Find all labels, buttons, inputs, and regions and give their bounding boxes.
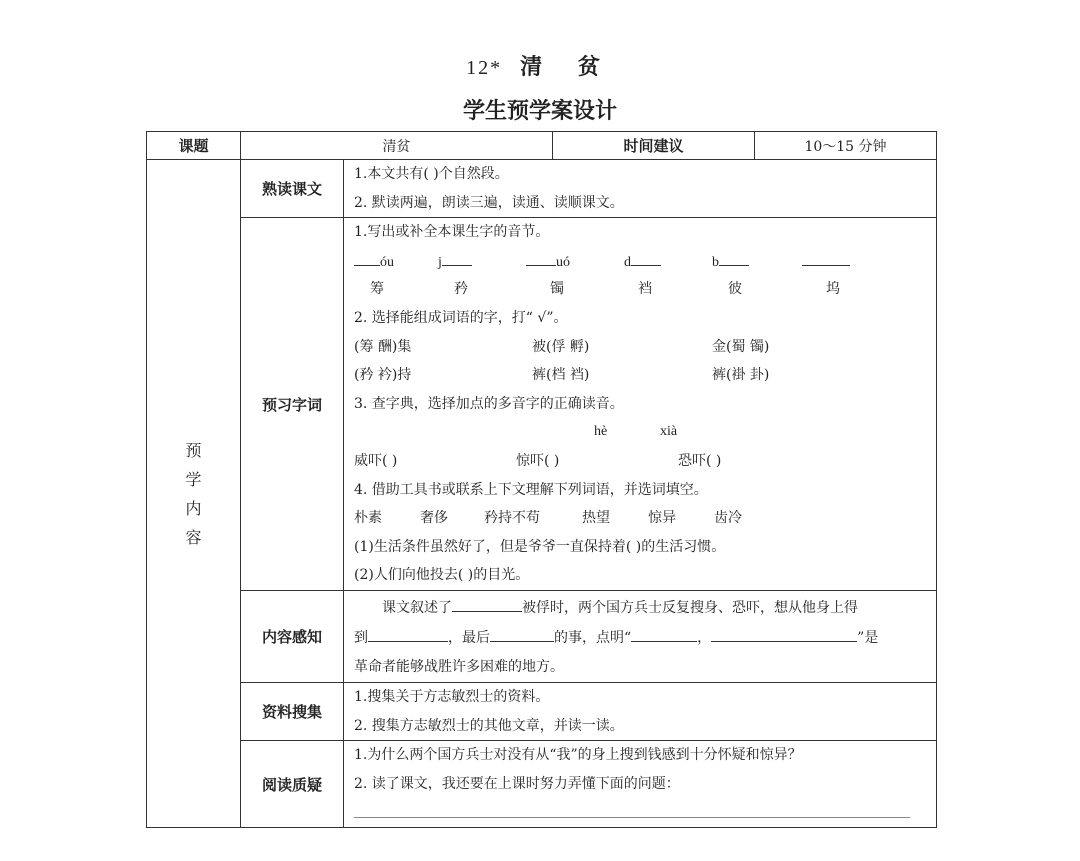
yuxi-q4: 4. 借助工具书或联系上下文理解下列词语，并选词填空。 [354, 481, 708, 498]
q2-row-1: (筹 酬)集 被(俘 孵) 金(蜀 镯) [354, 338, 770, 355]
q2-row-2: (矜 衿)持 裤(档 裆) 裤(褂 卦) [354, 367, 770, 384]
shudu-line-2: 2. 默读两遍，朗读三遍，读通、读顺课文。 [354, 194, 624, 211]
q4-word-list: 朴素 奢侈 矜持不苟 热望 惊异 齿冷 [354, 510, 742, 527]
lesson-title [0, 50, 1080, 81]
row-yuxi [147, 218, 937, 591]
section-content-yuxi [344, 218, 937, 591]
char-row: 筹 矜 镯 裆 彼 坞 [370, 281, 840, 298]
header-row [147, 132, 937, 160]
row-yuedu [147, 741, 937, 828]
section-label-yuxi: 预习字词 [241, 218, 344, 591]
row-shudu [147, 160, 937, 218]
yuxi-q2: 2. 选择能组成词语的字，打“ √”。 [354, 309, 568, 326]
pinyin-row: óu j uó d b [354, 247, 936, 276]
yuxi-q1: 1.写出或补全本课生字的音节。 [354, 224, 550, 241]
row-ziliao [147, 682, 937, 740]
yuedu-line-1: 1.为什么两个国方兵士对没有从“我”的身上搜到钱感到十分怀疑和惊异？ [354, 747, 802, 764]
q3-row: 威吓( ) 惊吓( ) 恐吓( ) [354, 452, 722, 469]
q4-sentence-1: (1)生活条件虽然好了，但是爷爷一直保持着( )的生活习惯。 [354, 538, 726, 555]
topic-value: 清贫 [241, 132, 553, 160]
answer-line [354, 817, 910, 818]
topic-label: 课题 [147, 132, 241, 160]
lesson-name: 清 贫 [520, 55, 614, 80]
preview-table [146, 131, 937, 828]
q4-sentence-2: (2)人们向他投去( )的目光。 [354, 567, 530, 584]
shudu-line-1: 1.本文共有( )个自然段。 [354, 166, 509, 182]
preview-content-label: 预 学 内 容 [147, 160, 241, 828]
section-label-ziliao: 资料搜集 [241, 682, 344, 740]
time-label: 时间建议 [553, 132, 755, 160]
yuxi-q3: 3. 查字典，选择加点的多音字的正确读音。 [354, 395, 624, 412]
document-subtitle: 学生预学案设计 [462, 99, 617, 124]
section-content-shudu [344, 160, 937, 218]
row-neirong [147, 590, 937, 682]
ziliao-line-1: 1.搜集关于方志敏烈士的资料。 [354, 688, 550, 705]
section-label-yuedu: 阅读质疑 [241, 741, 344, 828]
section-label-neirong: 内容感知 [241, 590, 344, 682]
section-content-ziliao [344, 682, 937, 740]
lesson-number: 12* [466, 57, 503, 79]
section-content-yuedu [344, 741, 937, 828]
section-content-neirong [344, 590, 937, 682]
time-value: 10～15 分钟 [755, 132, 937, 160]
ziliao-line-2: 2. 搜集方志敏烈士的其他文章，并读一读。 [354, 717, 624, 734]
q3-pinyin-row: hè xià [594, 424, 678, 440]
yuedu-line-2: 2. 读了课文，我还要在上课时努力弄懂下面的问题： [354, 775, 680, 792]
neirong-paragraph: 课文叙述了 被俘时，两个国方兵士反复搜身、恐吓，想从他身上得 到 ，最后 的事，点明“ ， ”是 革命者能够战胜许多困难的地方。 [354, 591, 936, 682]
section-label-shudu: 熟读课文 [241, 160, 344, 218]
